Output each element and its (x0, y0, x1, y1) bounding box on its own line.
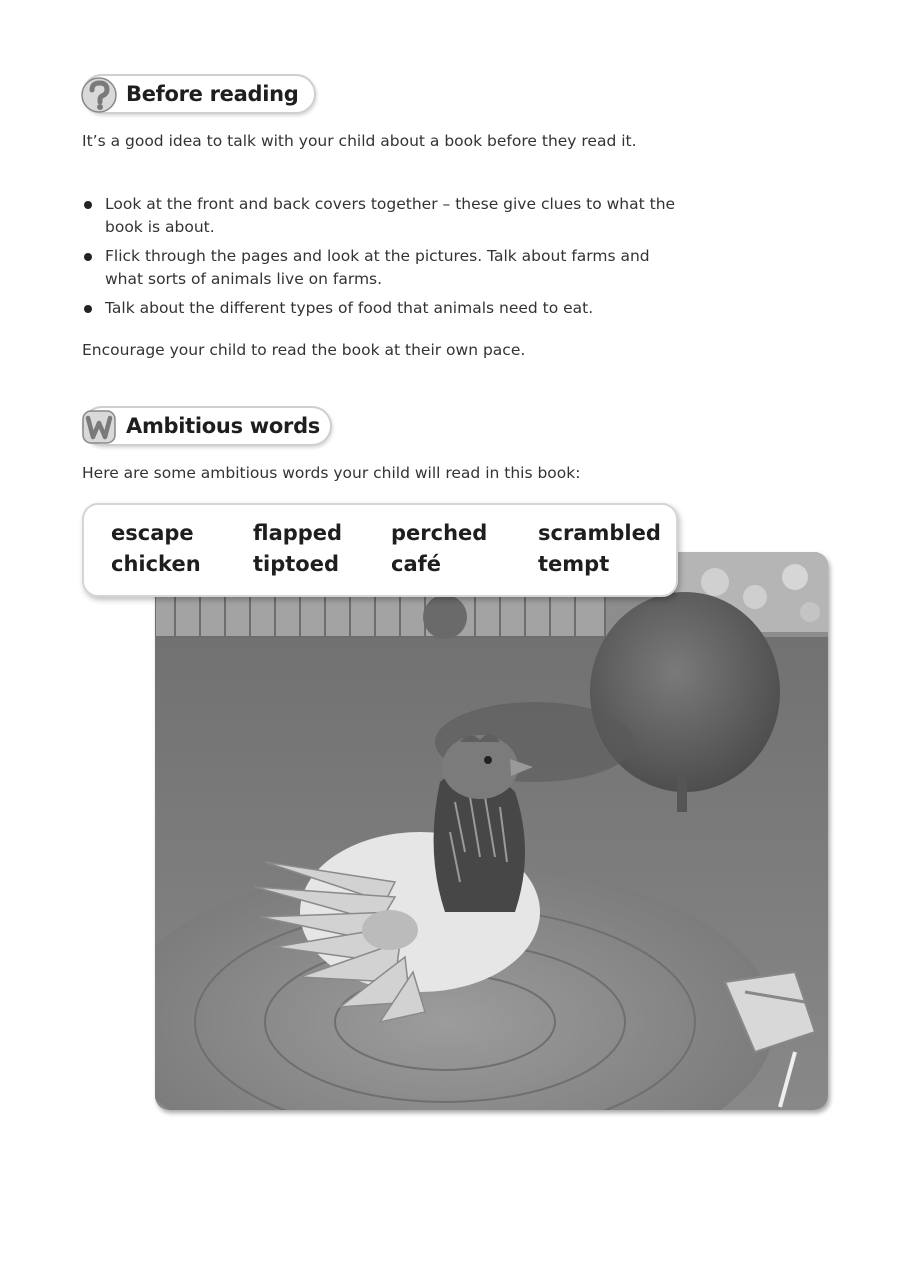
bullet-text: Talk about the different types of food that animals need to eat. (105, 299, 594, 317)
before-reading-title: Before reading (126, 82, 299, 106)
bullet-icon (84, 201, 92, 209)
before-reading-closing: Encourage your child to read the book at their own pace. (82, 341, 526, 359)
word-chicken: chicken (111, 552, 201, 576)
ambitious-words-heading (82, 406, 332, 446)
word-scrambled: scrambled (538, 521, 661, 545)
letter-w-icon (80, 408, 118, 446)
word-cafe: café (391, 552, 441, 576)
hen-illustration (155, 552, 828, 1110)
word-tempt: tempt (538, 552, 610, 576)
bullet-icon (84, 305, 92, 313)
bullet-icon (84, 253, 92, 261)
word-tiptoed: tiptoed (253, 552, 340, 576)
before-reading-heading (82, 74, 316, 114)
word-perched: perched (391, 521, 488, 545)
ambitious-words-title: Ambitious words (126, 414, 321, 438)
bullet-text: Flick through the pages and look at the pictures. Talk about farms and what sorts of animals live on farms. (105, 247, 650, 288)
list-item (82, 297, 692, 320)
question-mark-icon (80, 76, 118, 114)
before-reading-intro: It’s a good idea to talk with your child about a book before they read it. (82, 132, 637, 150)
word-escape: escape (111, 521, 194, 545)
list-item (82, 193, 692, 239)
ambitious-words-box (82, 503, 678, 597)
list-item (82, 245, 692, 291)
word-flapped: flapped (253, 521, 343, 545)
bullet-text: Look at the front and back covers together – these give clues to what the book is about. (105, 195, 676, 236)
before-reading-list (82, 193, 692, 326)
ambitious-words-intro: Here are some ambitious words your child will read in this book: (82, 464, 581, 482)
